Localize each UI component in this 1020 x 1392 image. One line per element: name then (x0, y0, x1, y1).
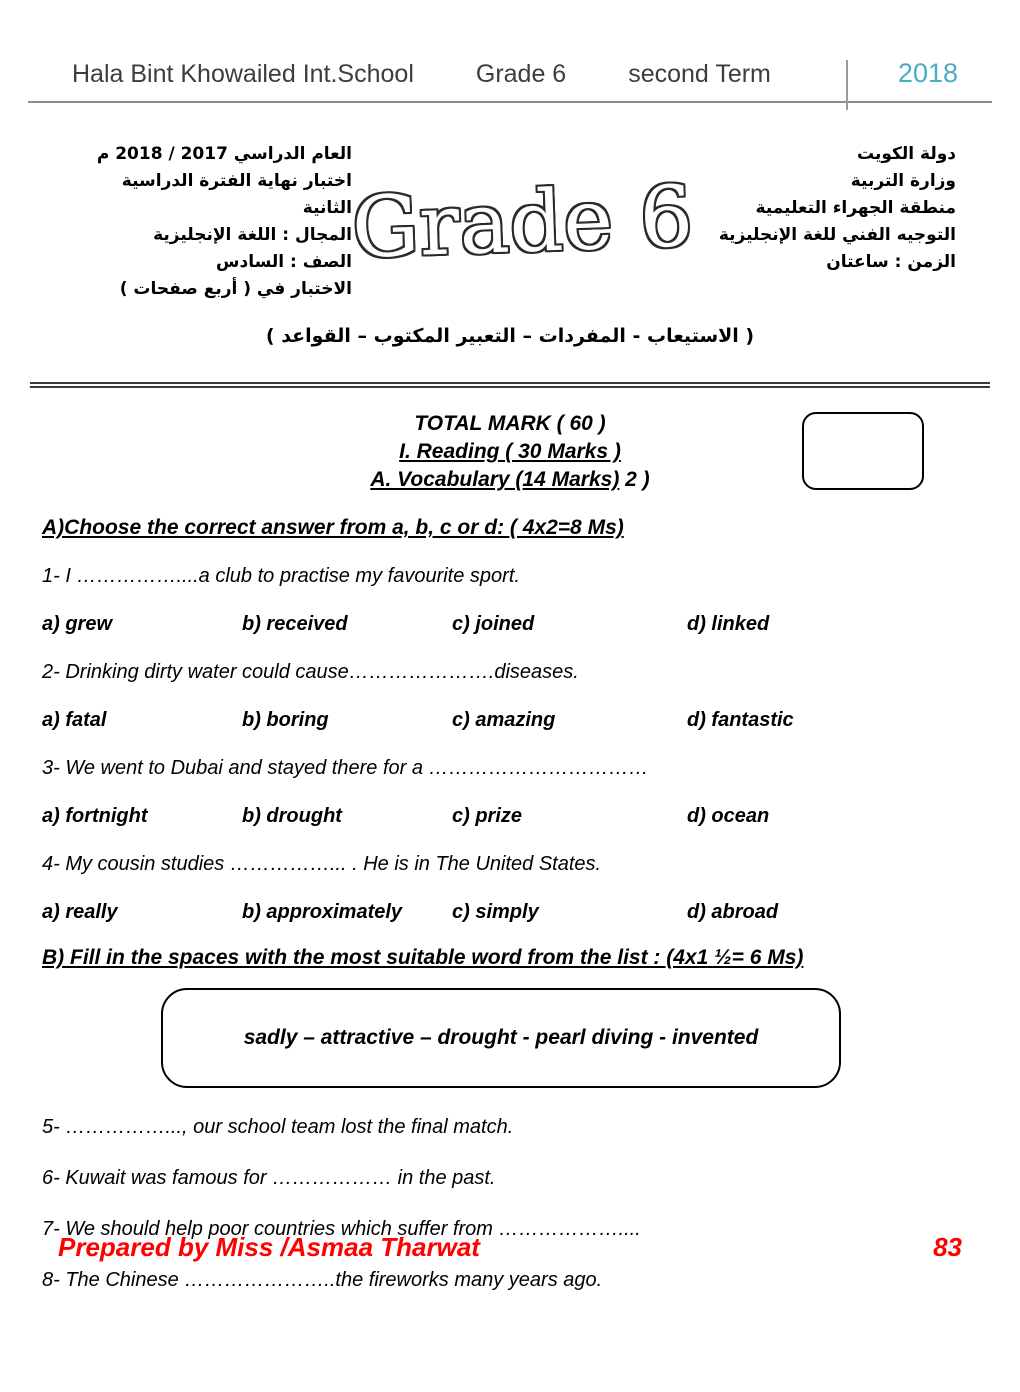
page-number: 83 (933, 1232, 962, 1262)
question-5: 5- ……………..., our school team lost the final match. (42, 1116, 514, 1138)
header-term: second Term (628, 60, 771, 88)
section-divider (30, 382, 990, 388)
page-footer (58, 1232, 962, 1263)
info-line: الاختبار في ( أربع صفحات ) (119, 279, 352, 299)
info-line: اختبار نهاية الفترة الدراسية الثانية (121, 171, 352, 218)
option-c: c) prize (452, 805, 523, 827)
header-divider (846, 60, 848, 110)
question-7: 7- We should help poor countries which suffer from ……………….... (42, 1218, 641, 1240)
info-line: الزمن : ساعتان (826, 252, 956, 272)
exam-content (0, 516, 1020, 1292)
option-a: a) fatal (42, 709, 107, 731)
question-2-options (42, 709, 960, 732)
vocabulary-title-suffix: 2 ) (619, 468, 650, 491)
option-b: b) drought (242, 805, 342, 827)
option-b: b) received (242, 613, 348, 635)
prepared-by: Prepared by Miss /Asmaa Tharwat (58, 1232, 480, 1262)
grade-watermark: Grade 6 (350, 167, 695, 277)
question-2: 2- Drinking dirty water could cause………………….diseases. (42, 661, 579, 683)
option-c: c) simply (452, 901, 539, 923)
titles-block (0, 410, 1020, 494)
word-list: sadly – attractive – drought - pearl diving - invented (243, 1026, 759, 1049)
page-header (0, 0, 1020, 99)
question-4-options (42, 901, 960, 924)
watermark-wrap (352, 141, 693, 303)
section-b-heading: B) Fill in the spaces with the most suitable word from the list : (4x1 ½= 6 Ms) (42, 946, 804, 969)
info-line: العام الدراسي 2017 / 2018 م (96, 144, 352, 164)
option-c: c) joined (452, 613, 535, 635)
info-line: منطقة الجهراء التعليمية (755, 198, 956, 218)
option-d: d) ocean (687, 805, 770, 827)
option-d: d) linked (687, 613, 770, 635)
option-a: a) really (42, 901, 118, 923)
header-year: 2018 (897, 58, 958, 88)
option-c: c) amazing (452, 709, 556, 731)
info-line: الصف : السادس (216, 252, 352, 272)
reading-title: I. Reading ( 30 Marks ) (399, 440, 621, 463)
option-b: b) approximately (242, 901, 403, 923)
mark-box (802, 412, 924, 490)
vocabulary-title-main: A. Vocabulary (14 Marks) (370, 468, 620, 491)
question-8: 8- The Chinese …………………..the fireworks many years ago. (42, 1269, 603, 1291)
subjects-line: ( الاستيعاب - المفردات – التعبير المكتوب – القواعد ) (265, 325, 755, 347)
question-1: 1- I ……………....a club to practise my favourite sport. (42, 565, 520, 587)
question-6: 6- Kuwait was famous for ……………… in the past. (42, 1167, 496, 1189)
question-3-options (42, 805, 960, 828)
section-a-heading: A)Choose the correct answer from a, b, c or d: ( 4x2=8 Ms) (42, 516, 624, 539)
word-list-box (161, 988, 841, 1088)
option-d: d) fantastic (687, 709, 794, 731)
total-mark-title: TOTAL MARK ( 60 ) (414, 412, 606, 435)
info-line: التوجيه الفني للغة الإنجليزية (718, 225, 956, 245)
option-a: a) grew (42, 613, 113, 635)
exam-info-right (693, 141, 956, 303)
question-3: 3- We went to Dubai and stayed there for a …………………………… (42, 757, 649, 779)
exam-info-left (74, 141, 352, 303)
exam-info-block (0, 103, 1020, 303)
question-4: 4- My cousin studies ……………... . He is in The United States. (42, 853, 602, 875)
school-name: Hala Bint Khowailed Int.School (72, 60, 414, 88)
info-line: وزارة التربية (850, 171, 956, 191)
option-b: b) boring (242, 709, 329, 731)
info-line: المجال : اللغة الإنجليزية (153, 225, 352, 245)
option-d: d) abroad (687, 901, 779, 923)
question-1-options (42, 613, 960, 636)
info-line: دولة الكويت (856, 144, 956, 164)
header-grade: Grade 6 (475, 60, 567, 88)
option-a: a) fortnight (42, 805, 148, 827)
